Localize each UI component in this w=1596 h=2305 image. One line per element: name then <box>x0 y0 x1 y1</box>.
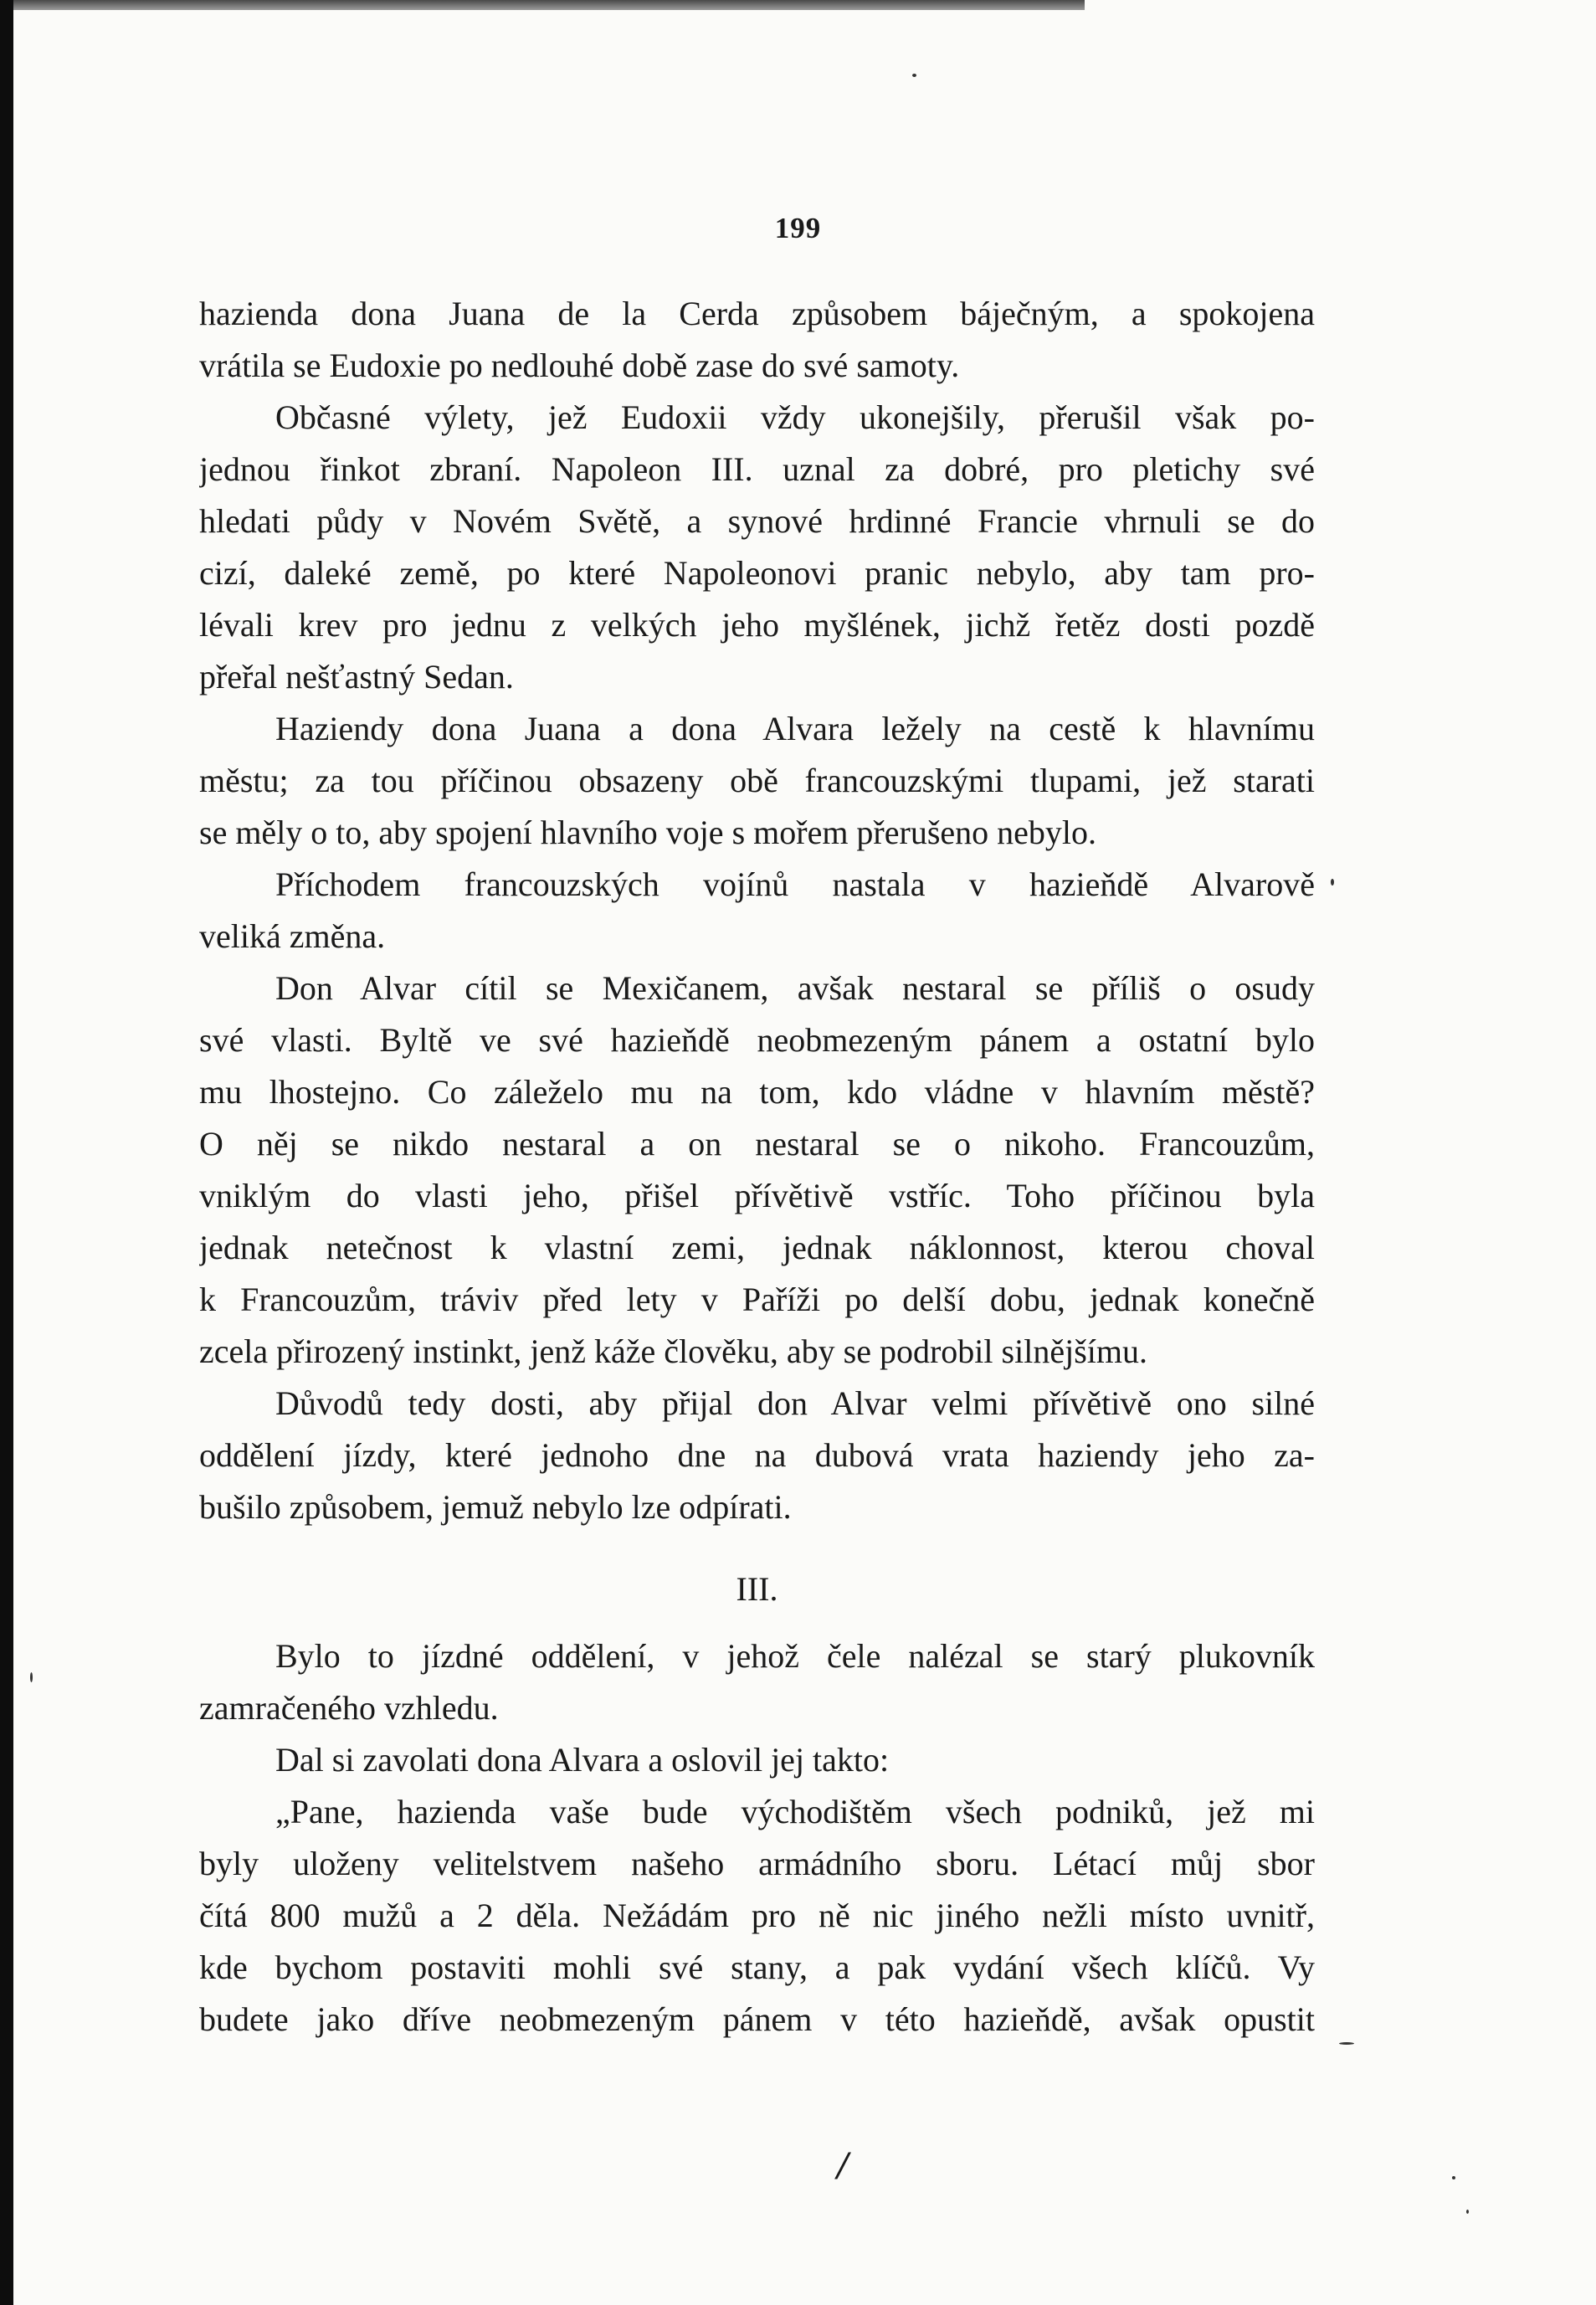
text-line: lévali krev pro jednu z velkých jeho myšlének, jichž řetěz dosti pozdě <box>199 606 1315 644</box>
text-line: Bylo to jízdné oddělení, v jehož čele nalézal se starý plukovník <box>275 1637 1315 1675</box>
paragraph <box>199 392 1315 703</box>
text-line: hledati půdy v Novém Světě, a synové hrdinné Francie vhrnuli se do <box>199 502 1315 540</box>
text-line: Občasné výlety, jež Eudoxii vždy ukonejšily, přerušil však po- <box>275 398 1315 436</box>
text-line: O něj se nikdo nestaral a on nestaral se o nikoho. Francouzům, <box>199 1125 1315 1163</box>
text-line: veliká změna. <box>199 917 386 955</box>
text-line: vrátila se Eudoxie po nedlouhé době zase do své samoty. <box>199 347 960 384</box>
footer-mark: / <box>837 2143 849 2188</box>
text-line: zcela přirozený instinkt, jenž káže člověku, aby se podrobil silnějšímu. <box>199 1332 1147 1370</box>
paragraph <box>199 288 1315 392</box>
text-line: bušilo způsobem, jemuž nebylo lze odpírati. <box>199 1488 792 1526</box>
text-line: městu; za tou příčinou obsazeny obě francouzskými tlupami, jež starati <box>199 762 1315 799</box>
text-line: Dal si zavolati dona Alvara a oslovil jej takto: <box>275 1741 890 1779</box>
text-line: budete jako dříve neobmezeným pánem v této hazieňdě, avšak opustit <box>199 2000 1315 2038</box>
scan-speck <box>30 1672 33 1682</box>
scan-edge-top <box>13 0 1085 10</box>
text-line: čítá 800 mužů a 2 děla. Nežádám pro ně nic jiného nežli místo uvnitř, <box>199 1897 1315 1934</box>
text-line: k Francouzům, tráviv před lety v Paříži po delší dobu, jednak konečně <box>199 1281 1315 1318</box>
text-line: zamračeného vzhledu. <box>199 1689 499 1727</box>
paragraph <box>199 703 1315 859</box>
chapter-heading: III. <box>736 1570 778 1608</box>
scan-speck <box>1452 2176 1455 2179</box>
text-line: hazienda dona Juana de la Cerda způsobem báječným, a spokojena <box>199 295 1315 332</box>
text-line: Příchodem francouzských vojínů nastala v hazieňdě Alvarově <box>275 865 1315 903</box>
text-line: jednou řinkot zbraní. Napoleon III. uznal za dobré, pro pletichy své <box>199 450 1315 488</box>
paragraph <box>199 1378 1315 1533</box>
paragraph <box>199 963 1315 1378</box>
text-line: vniklým do vlasti jeho, přišel přívětivě vstříc. Toho příčinou byla <box>199 1177 1315 1214</box>
text-line: mu lhostejno. Co záleželo mu na tom, kdo vládne v hlavním městě? <box>199 1073 1315 1111</box>
text-line: přeřal nešťastný Sedan. <box>199 658 514 696</box>
body-text <box>199 288 1315 2046</box>
text-line: „Pane, hazienda vaše bude východištěm všech podniků, jež mi <box>275 1793 1315 1830</box>
page-number: 199 <box>774 212 822 244</box>
scan-speck <box>1339 2042 1354 2045</box>
scan-speck <box>912 74 916 77</box>
paragraph <box>199 1786 1315 2046</box>
paragraphs-after-heading <box>199 1630 1315 2046</box>
text-line: své vlasti. Byltě ve své hazieňdě neobmezeným pánem a ostatní bylo <box>199 1021 1315 1059</box>
scan-speck <box>1331 879 1334 886</box>
scan-speck <box>1466 2210 1469 2214</box>
paragraphs-before-heading <box>199 288 1315 1533</box>
text-line: Haziendy dona Juana a dona Alvara ležely na cestě k hlavnímu <box>275 710 1315 747</box>
text-line: jednak netečnost k vlastní zemi, jednak náklonnost, kterou choval <box>199 1229 1315 1266</box>
text-line: Don Alvar cítil se Mexičanem, avšak nestaral se příliš o osudy <box>275 969 1315 1007</box>
text-line: oddělení jízdy, které jednoho dne na dubová vrata haziendy jeho za- <box>199 1436 1315 1474</box>
scan-edge-left <box>0 0 13 2305</box>
paragraph <box>199 859 1315 963</box>
paragraph <box>199 1734 1315 1786</box>
paragraph <box>199 1630 1315 1734</box>
text-line: kde bychom postaviti mohli své stany, a pak vydání všech klíčů. Vy <box>199 1948 1315 1986</box>
text-line: Důvodů tedy dosti, aby přijal don Alvar velmi přívětivě ono silné <box>275 1384 1315 1422</box>
text-line: byly uloženy velitelstvem našeho armádního sboru. Létací můj sbor <box>199 1845 1315 1882</box>
text-line: se měly o to, aby spojení hlavního voje s mořem přerušeno nebylo. <box>199 814 1097 851</box>
text-line: cizí, daleké země, po které Napoleonovi pranic nebylo, aby tam pro- <box>199 554 1315 592</box>
